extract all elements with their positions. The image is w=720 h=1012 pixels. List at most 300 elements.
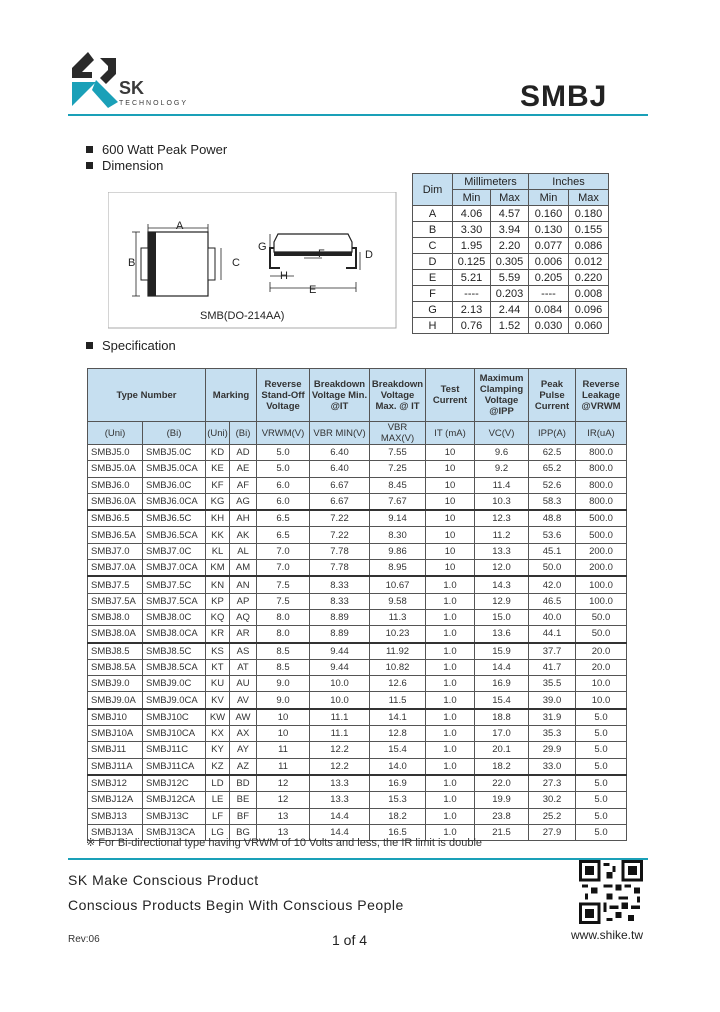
spec-cell: 7.5: [257, 593, 310, 609]
spec-cell: 1.0: [426, 676, 475, 692]
spec-row: [88, 609, 627, 625]
spec-cell: 100.0: [576, 593, 627, 609]
spec-cell: 15.4: [475, 692, 529, 709]
spec-cell: 1.0: [426, 758, 475, 775]
spec-cell: 1.0: [426, 576, 475, 593]
dim-cell: 0.125: [453, 254, 491, 270]
spec-cell: 12.2: [310, 758, 370, 775]
spec-cell: 35.5: [529, 676, 576, 692]
spec-cell: 48.8: [529, 510, 576, 527]
spec-cell: 8.0: [257, 626, 310, 643]
spec-cell: 31.9: [529, 709, 576, 726]
dim-cell: 0.006: [529, 254, 569, 270]
spec-cell: KV: [206, 692, 230, 709]
spec-cell: 50.0: [529, 560, 576, 577]
spec-cell: 10: [426, 560, 475, 577]
dim-cell: A: [413, 206, 453, 222]
spec-cell: 5.0: [576, 792, 627, 808]
spec-cell: SMBJ7.5A: [88, 593, 143, 609]
spec-cell: 12.3: [475, 510, 529, 527]
spec-cell: 7.0: [257, 543, 310, 559]
spec-cell: SMBJ12: [88, 775, 143, 792]
dim-label-h: H: [280, 270, 288, 282]
bullet-power: [86, 142, 227, 157]
spec-cell: 19.9: [475, 792, 529, 808]
spec-cell: 10.3: [475, 493, 529, 510]
spec-cell: 200.0: [576, 560, 627, 577]
spec-cell: 52.6: [529, 477, 576, 493]
dim-label-d: D: [365, 249, 373, 261]
spec-cell: 1.0: [426, 626, 475, 643]
spec-cell: SMBJ7.0C: [143, 543, 206, 559]
spec-cell: 1.0: [426, 792, 475, 808]
spec-cell: SMBJ12C: [143, 775, 206, 792]
dim-cell: 0.096: [569, 302, 609, 318]
spec-cell: 10.0: [576, 692, 627, 709]
spec-cell: SMBJ9.0C: [143, 676, 206, 692]
dim-cell: H: [413, 318, 453, 334]
dim-cell: 5.21: [453, 270, 491, 286]
spec-header-vbrmin: Breakdown Voltage Min. @IT: [310, 369, 370, 422]
spec-cell: 39.0: [529, 692, 576, 709]
package-label: SMB(DO-214AA): [200, 310, 285, 322]
spec-row: [88, 676, 627, 692]
website-link[interactable]: www.shike.tw: [571, 928, 644, 942]
spec-cell: 100.0: [576, 576, 627, 593]
spec-subheader: VRWM(V): [257, 422, 310, 445]
spec-row: [88, 726, 627, 742]
spec-cell: 13.3: [310, 775, 370, 792]
spec-cell: LD: [206, 775, 230, 792]
spec-cell: 5.0: [576, 775, 627, 792]
dim-cell: 2.44: [491, 302, 529, 318]
spec-cell: 20.0: [576, 643, 627, 660]
spec-cell: AV: [230, 692, 257, 709]
spec-cell: SMBJ7.0: [88, 543, 143, 559]
spec-cell: 14.3: [475, 576, 529, 593]
spec-cell: 12.6: [370, 676, 426, 692]
dim-header-min: Min: [529, 190, 569, 206]
spec-cell: 5.0: [257, 445, 310, 461]
footer-rule: [68, 858, 648, 860]
spec-cell: 200.0: [576, 543, 627, 559]
dim-cell: 0.220: [569, 270, 609, 286]
spec-cell: AY: [230, 742, 257, 758]
dim-row: [413, 302, 609, 318]
dim-cell: C: [413, 238, 453, 254]
spec-cell: KS: [206, 643, 230, 660]
spec-subheader: VC(V): [475, 422, 529, 445]
spec-row: [88, 742, 627, 758]
spec-cell: SMBJ10C: [143, 709, 206, 726]
spec-cell: 62.5: [529, 445, 576, 461]
spec-cell: SMBJ6.0CA: [143, 493, 206, 510]
dim-cell: 0.008: [569, 286, 609, 302]
spec-cell: 10.0: [310, 692, 370, 709]
spec-cell: 1.0: [426, 659, 475, 675]
spec-cell: SMBJ13C: [143, 808, 206, 824]
spec-cell: 10: [426, 493, 475, 510]
spec-cell: 5.0: [576, 742, 627, 758]
spec-cell: 5.0: [576, 824, 627, 840]
header-rule: [68, 114, 648, 116]
spec-cell: 18.2: [475, 758, 529, 775]
spec-cell: SMBJ13: [88, 808, 143, 824]
spec-cell: 8.30: [370, 527, 426, 543]
sk-logo-icon: [70, 50, 120, 110]
spec-header-vbrmax: Breakdown Voltage Max. @ IT: [370, 369, 426, 422]
dim-cell: 1.95: [453, 238, 491, 254]
spec-cell: 9.86: [370, 543, 426, 559]
dim-header-dim: Dim: [413, 174, 453, 206]
spec-cell: AZ: [230, 758, 257, 775]
spec-cell: BG: [230, 824, 257, 840]
spec-cell: SMBJ12A: [88, 792, 143, 808]
dim-row: [413, 238, 609, 254]
spec-cell: LE: [206, 792, 230, 808]
spec-cell: KL: [206, 543, 230, 559]
spec-cell: 9.0: [257, 692, 310, 709]
spec-cell: 7.25: [370, 461, 426, 477]
spec-cell: 10.0: [310, 676, 370, 692]
spec-cell: KP: [206, 593, 230, 609]
dim-cell: 3.30: [453, 222, 491, 238]
dim-cell: 0.084: [529, 302, 569, 318]
spec-cell: SMBJ13CA: [143, 824, 206, 840]
dim-row: [413, 206, 609, 222]
spec-cell: AK: [230, 527, 257, 543]
spec-cell: 6.0: [257, 477, 310, 493]
spec-cell: AP: [230, 593, 257, 609]
spec-cell: 12.2: [310, 742, 370, 758]
spec-row: [88, 792, 627, 808]
spec-cell: BD: [230, 775, 257, 792]
dim-row: [413, 222, 609, 238]
spec-cell: 12: [257, 792, 310, 808]
spec-cell: 1.0: [426, 726, 475, 742]
bullet-dimension-text: Dimension: [102, 158, 164, 173]
spec-subheader: IR(uA): [576, 422, 627, 445]
spec-row: [88, 543, 627, 559]
spec-cell: 41.7: [529, 659, 576, 675]
spec-cell: 5.0: [576, 758, 627, 775]
spec-cell: SMBJ7.5: [88, 576, 143, 593]
spec-cell: 15.3: [370, 792, 426, 808]
spec-cell: KD: [206, 445, 230, 461]
spec-cell: 12.9: [475, 593, 529, 609]
spec-cell: 11.3: [370, 609, 426, 625]
spec-cell: 37.7: [529, 643, 576, 660]
spec-cell: 11: [257, 758, 310, 775]
dim-cell: E: [413, 270, 453, 286]
spec-row: [88, 775, 627, 792]
spec-cell: 8.89: [310, 626, 370, 643]
spec-cell: SMBJ7.5C: [143, 576, 206, 593]
spec-cell: 11: [257, 742, 310, 758]
dim-row: [413, 270, 609, 286]
spec-cell: 500.0: [576, 527, 627, 543]
spec-cell: 1.0: [426, 692, 475, 709]
spec-cell: 65.2: [529, 461, 576, 477]
spec-cell: 10: [426, 477, 475, 493]
spec-header-test: Test Current: [426, 369, 475, 422]
dim-cell: B: [413, 222, 453, 238]
spec-cell: KT: [206, 659, 230, 675]
spec-cell: 10: [426, 543, 475, 559]
spec-cell: 44.1: [529, 626, 576, 643]
spec-cell: 14.0: [370, 758, 426, 775]
spec-cell: 5.0: [576, 709, 627, 726]
page-number: 1 of 4: [332, 932, 368, 948]
spec-cell: 6.40: [310, 445, 370, 461]
dim-cell: D: [413, 254, 453, 270]
spec-cell: KQ: [206, 609, 230, 625]
dim-cell: 0.205: [529, 270, 569, 286]
spec-cell: 9.58: [370, 593, 426, 609]
spec-cell: 5.0: [257, 461, 310, 477]
spec-cell: 12: [257, 775, 310, 792]
dim-cell: 5.59: [491, 270, 529, 286]
spec-cell: 12.8: [370, 726, 426, 742]
spec-cell: AR: [230, 626, 257, 643]
spec-cell: SMBJ6.5C: [143, 510, 206, 527]
spec-cell: 18.2: [370, 808, 426, 824]
spec-cell: 10.0: [576, 676, 627, 692]
spec-cell: 14.4: [475, 659, 529, 675]
spec-cell: KM: [206, 560, 230, 577]
spec-cell: 13.3: [310, 792, 370, 808]
spec-cell: 11.92: [370, 643, 426, 660]
spec-cell: 20.0: [576, 659, 627, 675]
spec-cell: AF: [230, 477, 257, 493]
bullet-power-text: 600 Watt Peak Power: [102, 142, 228, 157]
spec-cell: SMBJ6.5CA: [143, 527, 206, 543]
spec-cell: 10: [426, 461, 475, 477]
spec-cell: 1.0: [426, 742, 475, 758]
spec-cell: 1.0: [426, 609, 475, 625]
spec-cell: AQ: [230, 609, 257, 625]
spec-row: [88, 461, 627, 477]
spec-cell: 6.67: [310, 477, 370, 493]
dim-cell: 4.57: [491, 206, 529, 222]
spec-cell: KZ: [206, 758, 230, 775]
spec-cell: SMBJ9.0A: [88, 692, 143, 709]
qr-code-icon: [579, 860, 643, 924]
dim-cell: 1.52: [491, 318, 529, 334]
dim-label-a: A: [176, 220, 184, 232]
spec-row: [88, 510, 627, 527]
dim-cell: 4.06: [453, 206, 491, 222]
dim-row: [413, 286, 609, 302]
dim-cell: ----: [453, 286, 491, 302]
spec-cell: 500.0: [576, 510, 627, 527]
spec-cell: SMBJ6.5A: [88, 527, 143, 543]
spec-cell: AH: [230, 510, 257, 527]
spec-cell: 800.0: [576, 445, 627, 461]
spec-cell: AD: [230, 445, 257, 461]
spec-cell: 16.5: [370, 824, 426, 840]
dim-cell: ----: [529, 286, 569, 302]
dim-cell: 2.20: [491, 238, 529, 254]
spec-cell: 10: [257, 709, 310, 726]
spec-cell: 8.33: [310, 576, 370, 593]
spec-cell: SMBJ8.5: [88, 643, 143, 660]
bullet-specification: [86, 338, 176, 353]
spec-subheader: VBR MAX(V): [370, 422, 426, 445]
spec-cell: SMBJ5.0: [88, 445, 143, 461]
spec-cell: 6.5: [257, 527, 310, 543]
spec-cell: 9.0: [257, 676, 310, 692]
spec-cell: 18.8: [475, 709, 529, 726]
spec-row: [88, 493, 627, 510]
spec-cell: 1.0: [426, 808, 475, 824]
spec-cell: SMBJ10A: [88, 726, 143, 742]
spec-cell: 10.67: [370, 576, 426, 593]
spec-cell: 29.9: [529, 742, 576, 758]
spec-cell: 9.44: [310, 643, 370, 660]
spec-cell: SMBJ6.0C: [143, 477, 206, 493]
spec-cell: 11.1: [310, 709, 370, 726]
spec-cell: SMBJ7.5CA: [143, 593, 206, 609]
spec-subheader: (Uni): [88, 422, 143, 445]
dim-label-e: E: [309, 284, 317, 296]
dim-cell: 0.012: [569, 254, 609, 270]
spec-header-marking: Marking: [206, 369, 257, 422]
spec-cell: 16.9: [370, 775, 426, 792]
dim-label-f: F: [318, 248, 325, 260]
spec-cell: 58.3: [529, 493, 576, 510]
spec-cell: SMBJ8.0CA: [143, 626, 206, 643]
spec-cell: SMBJ5.0A: [88, 461, 143, 477]
spec-row: [88, 659, 627, 675]
spec-cell: 8.95: [370, 560, 426, 577]
dim-cell: 0.203: [491, 286, 529, 302]
spec-cell: 5.0: [576, 808, 627, 824]
spec-header-type: Type Number: [88, 369, 206, 422]
spec-cell: SMBJ5.0C: [143, 445, 206, 461]
dim-cell: 0.76: [453, 318, 491, 334]
spec-cell: SMBJ8.0C: [143, 609, 206, 625]
spec-cell: 10.82: [370, 659, 426, 675]
spec-cell: 9.44: [310, 659, 370, 675]
bullet-specification-text: Specification: [102, 338, 176, 353]
dim-row: [413, 318, 609, 334]
spec-cell: 11.2: [475, 527, 529, 543]
spec-cell: 7.78: [310, 560, 370, 577]
spec-cell: 15.4: [370, 742, 426, 758]
dim-cell: 0.180: [569, 206, 609, 222]
spec-cell: KW: [206, 709, 230, 726]
spec-cell: 33.0: [529, 758, 576, 775]
spec-cell: 21.5: [475, 824, 529, 840]
spec-cell: AM: [230, 560, 257, 577]
spec-row: [88, 709, 627, 726]
spec-header-ir: Reverse Leakage @VRWM: [576, 369, 627, 422]
spec-row: [88, 477, 627, 493]
dim-row: [413, 254, 609, 270]
brand-subtitle: TECHNOLOGY: [119, 100, 189, 107]
spec-cell: KY: [206, 742, 230, 758]
spec-cell: KR: [206, 626, 230, 643]
spec-cell: 35.3: [529, 726, 576, 742]
dim-cell: G: [413, 302, 453, 318]
spec-cell: KU: [206, 676, 230, 692]
spec-cell: 22.0: [475, 775, 529, 792]
spec-cell: SMBJ6.0A: [88, 493, 143, 510]
dim-header-max: Max: [569, 190, 609, 206]
dim-label-b: B: [128, 257, 136, 269]
spec-cell: 13: [257, 824, 310, 840]
spec-cell: AE: [230, 461, 257, 477]
dim-cell: 0.305: [491, 254, 529, 270]
spec-cell: AW: [230, 709, 257, 726]
dim-cell: 0.060: [569, 318, 609, 334]
spec-cell: SMBJ5.0CA: [143, 461, 206, 477]
spec-header-vrwm: Reverse Stand-Off Voltage: [257, 369, 310, 422]
spec-cell: KE: [206, 461, 230, 477]
spec-cell: 6.0: [257, 493, 310, 510]
spec-cell: KN: [206, 576, 230, 593]
spec-cell: 17.0: [475, 726, 529, 742]
dim-header-mm: Millimeters: [453, 174, 529, 190]
spec-cell: KX: [206, 726, 230, 742]
dim-cell: 2.13: [453, 302, 491, 318]
spec-cell: 11.1: [310, 726, 370, 742]
spec-row: [88, 758, 627, 775]
spec-cell: SMBJ6.5: [88, 510, 143, 527]
spec-cell: 46.5: [529, 593, 576, 609]
spec-cell: 6.5: [257, 510, 310, 527]
spec-cell: 11.4: [475, 477, 529, 493]
spec-row: [88, 626, 627, 643]
spec-cell: AU: [230, 676, 257, 692]
spec-cell: LF: [206, 808, 230, 824]
spec-header-ipp: Peak Pulse Current: [529, 369, 576, 422]
bullet-dimension: [86, 158, 163, 173]
spec-cell: 8.0: [257, 609, 310, 625]
spec-cell: 53.6: [529, 527, 576, 543]
spec-subheader: (Bi): [143, 422, 206, 445]
spec-cell: 800.0: [576, 493, 627, 510]
spec-cell: 10.23: [370, 626, 426, 643]
dim-label-c: C: [232, 257, 240, 269]
dim-cell: 3.94: [491, 222, 529, 238]
spec-cell: 13.6: [475, 626, 529, 643]
dim-header-min: Min: [453, 190, 491, 206]
spec-cell: 6.40: [310, 461, 370, 477]
spec-cell: KF: [206, 477, 230, 493]
spec-cell: SMBJ7.0A: [88, 560, 143, 577]
spec-cell: 1.0: [426, 593, 475, 609]
spec-cell: 7.67: [370, 493, 426, 510]
spec-subheader: (Bi): [230, 422, 257, 445]
spec-cell: AN: [230, 576, 257, 593]
spec-cell: 7.78: [310, 543, 370, 559]
spec-row: [88, 692, 627, 709]
spec-cell: SMBJ11: [88, 742, 143, 758]
spec-cell: KH: [206, 510, 230, 527]
spec-cell: AG: [230, 493, 257, 510]
spec-cell: 27.9: [529, 824, 576, 840]
spec-cell: SMBJ8.0A: [88, 626, 143, 643]
spec-cell: 9.2: [475, 461, 529, 477]
spec-cell: SMBJ9.0CA: [143, 692, 206, 709]
spec-cell: 9.14: [370, 510, 426, 527]
dim-cell: 0.160: [529, 206, 569, 222]
spec-row: [88, 445, 627, 461]
tagline-1: SK Make Conscious Product: [68, 872, 259, 888]
spec-cell: 30.2: [529, 792, 576, 808]
